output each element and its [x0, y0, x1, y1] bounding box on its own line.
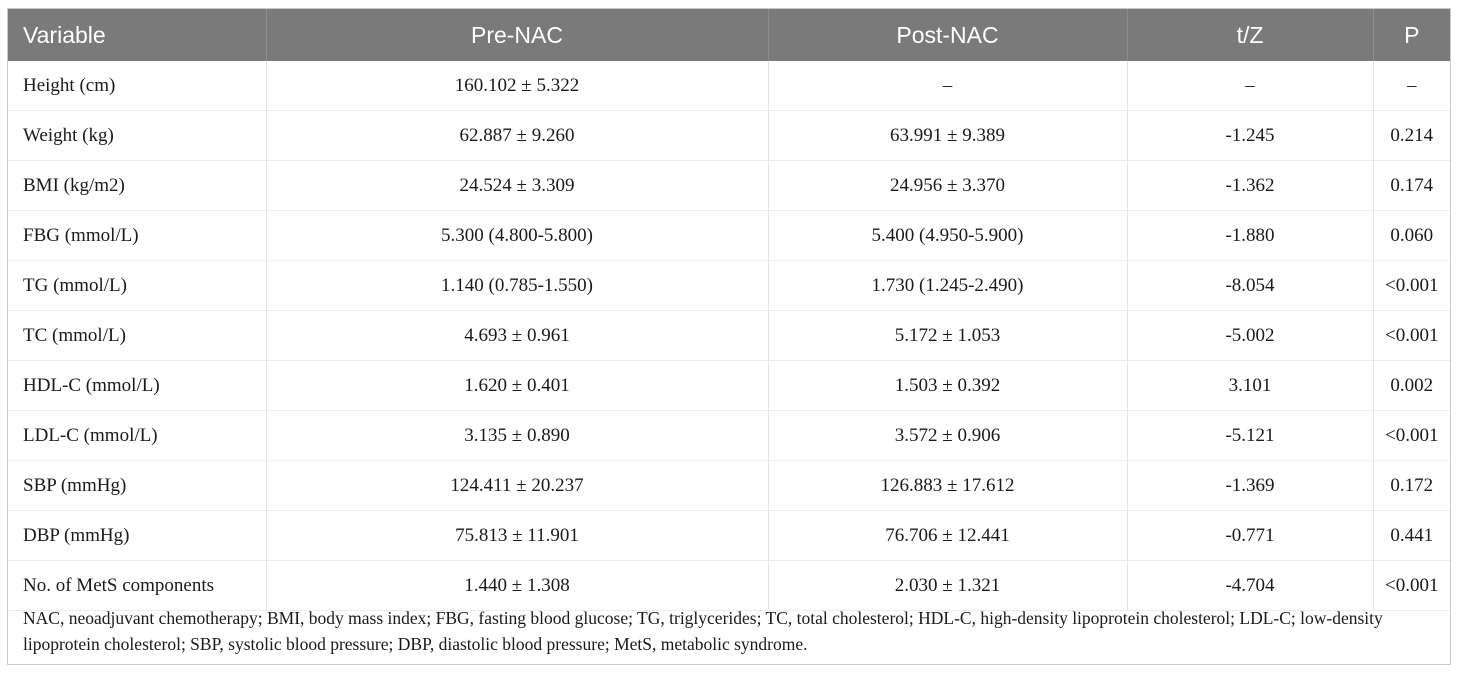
cell-p: <0.001: [1373, 411, 1450, 461]
cell-post-nac: 24.956 ± 3.370: [768, 161, 1127, 211]
cell-p: <0.001: [1373, 561, 1450, 611]
cell-post-nac: 1.730 (1.245-2.490): [768, 261, 1127, 311]
table-row: [8, 111, 1450, 161]
cell-pre-nac: 1.140 (0.785-1.550): [266, 261, 768, 311]
table-row: [8, 311, 1450, 361]
cell-pre-nac: 75.813 ± 11.901: [266, 511, 768, 561]
cell-pre-nac: 24.524 ± 3.309: [266, 161, 768, 211]
cell-post-nac: –: [768, 61, 1127, 111]
cell-p: 0.002: [1373, 361, 1450, 411]
cell-post-nac: 63.991 ± 9.389: [768, 111, 1127, 161]
cell-p: 0.172: [1373, 461, 1450, 511]
cell-t-z: -5.002: [1127, 311, 1373, 361]
cell-post-nac: 126.883 ± 17.612: [768, 461, 1127, 511]
cell-variable: TG (mmol/L): [8, 261, 266, 311]
cell-post-nac: 5.172 ± 1.053: [768, 311, 1127, 361]
header-post-nac: Post-NAC: [768, 9, 1127, 61]
cell-variable: DBP (mmHg): [8, 511, 266, 561]
cell-p: 0.174: [1373, 161, 1450, 211]
cell-variable: No. of MetS components: [8, 561, 266, 611]
table-row: [8, 511, 1450, 561]
cell-post-nac: 76.706 ± 12.441: [768, 511, 1127, 561]
cell-t-z: -1.245: [1127, 111, 1373, 161]
cell-pre-nac: 4.693 ± 0.961: [266, 311, 768, 361]
header-row: [8, 9, 1450, 61]
table-row: [8, 261, 1450, 311]
cell-p: 0.060: [1373, 211, 1450, 261]
cell-p: –: [1373, 61, 1450, 111]
cell-pre-nac: 160.102 ± 5.322: [266, 61, 768, 111]
table-row: [8, 561, 1450, 611]
cell-variable: Height (cm): [8, 61, 266, 111]
cell-p: <0.001: [1373, 311, 1450, 361]
table-footnote: NAC, neoadjuvant chemotherapy; BMI, body mass index; FBG, fasting blood glucose; TG, triglycerides; TC, total cholesterol; HDL-C, high-density lipoprotein cholesterol; LDL-C; low-density lipoprotein cholesterol; SBP, systolic blood pressure; DBP, diastolic blood pressure; MetS, metabolic syndrome.: [23, 608, 1383, 654]
cell-pre-nac: 62.887 ± 9.260: [266, 111, 768, 161]
cell-variable: SBP (mmHg): [8, 461, 266, 511]
cell-post-nac: 3.572 ± 0.906: [768, 411, 1127, 461]
cell-t-z: -1.880: [1127, 211, 1373, 261]
header-p: P: [1373, 9, 1450, 61]
table-row: [8, 411, 1450, 461]
cell-t-z: -1.362: [1127, 161, 1373, 211]
cell-post-nac: 1.503 ± 0.392: [768, 361, 1127, 411]
cell-pre-nac: 5.300 (4.800-5.800): [266, 211, 768, 261]
cell-t-z: -1.369: [1127, 461, 1373, 511]
table-row: [8, 211, 1450, 261]
table-frame: [7, 8, 1451, 665]
cell-post-nac: 5.400 (4.950-5.900): [768, 211, 1127, 261]
cell-variable: BMI (kg/m2): [8, 161, 266, 211]
cell-t-z: –: [1127, 61, 1373, 111]
cell-variable: TC (mmol/L): [8, 311, 266, 361]
table-row: [8, 461, 1450, 511]
cell-pre-nac: 3.135 ± 0.890: [266, 411, 768, 461]
table-row: [8, 161, 1450, 211]
header-variable: Variable: [8, 9, 266, 61]
cell-t-z: -0.771: [1127, 511, 1373, 561]
cell-t-z: 3.101: [1127, 361, 1373, 411]
cell-pre-nac: 124.411 ± 20.237: [266, 461, 768, 511]
data-table: [8, 9, 1450, 611]
cell-variable: FBG (mmol/L): [8, 211, 266, 261]
cell-p: <0.001: [1373, 261, 1450, 311]
cell-p: 0.214: [1373, 111, 1450, 161]
cell-t-z: -4.704: [1127, 561, 1373, 611]
table-header: [8, 9, 1450, 61]
cell-pre-nac: 1.620 ± 0.401: [266, 361, 768, 411]
cell-pre-nac: 1.440 ± 1.308: [266, 561, 768, 611]
header-t-z: t/Z: [1127, 9, 1373, 61]
cell-p: 0.441: [1373, 511, 1450, 561]
cell-variable: HDL-C (mmol/L): [8, 361, 266, 411]
header-pre-nac: Pre-NAC: [266, 9, 768, 61]
table-body: [8, 61, 1450, 611]
cell-post-nac: 2.030 ± 1.321: [768, 561, 1127, 611]
cell-variable: LDL-C (mmol/L): [8, 411, 266, 461]
table-row: [8, 61, 1450, 111]
cell-t-z: -8.054: [1127, 261, 1373, 311]
cell-t-z: -5.121: [1127, 411, 1373, 461]
cell-variable: Weight (kg): [8, 111, 266, 161]
table-row: [8, 361, 1450, 411]
